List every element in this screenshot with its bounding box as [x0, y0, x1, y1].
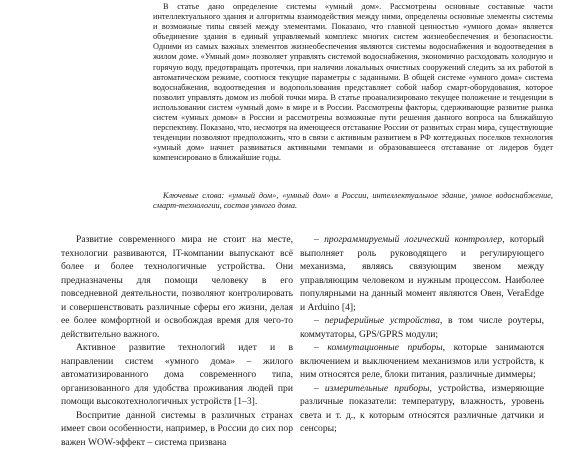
list-item-text: который выполняет роль руководящего и регулирующего механизма, являясь связующим звеном между управляющим человеком и нужным процессом. Наиболее популярными на данный момент являются Овен, VeraEdge и Arduino [4];	[300, 234, 544, 313]
list-item-term: программируемый логический контроллер,	[324, 234, 504, 245]
list-item: – периферийные устройства, в том числе роутеры, коммутаторы, GPS/GPRS модули;	[300, 314, 544, 341]
list-item-term: периферийные устройства,	[325, 315, 443, 326]
body-left-column	[61, 233, 293, 449]
abstract	[153, 2, 553, 164]
list-item-text: в том числе роутеры, коммутаторы, GPS/GPRS модули;	[300, 315, 544, 340]
body-right-column	[300, 233, 544, 436]
list-item-term: коммутационные приборы,	[327, 342, 445, 353]
body-paragraph: Активное развитие технологий идет и в направлении систем «умного дома» – жилого автоматизированного дома современного типа, организованного для удобства проживания людей при помощи высокотехнологичных устройств [1–3].	[61, 341, 293, 409]
keywords-text: Ключевые слова: «умный дом», «умный дом» в России, интеллектуальное здание, умное водоснабжение, смарт-технологии, состав умного дома.	[153, 191, 553, 211]
list-item: – коммутационные приборы, которые занимаются включением и выключением механизмов или устройств, к ним относятся реле, блоки питания, различные диммеры;	[300, 341, 544, 382]
body-paragraph: Развитие современного мира не стоит на месте, технологии развиваются, IT-компании выпускают всё более и более технологичные устройства. Они предназначены для помощи человеку в его повседневной деятельности, позволяют контролировать и совершенствовать различные сферы его жизни, делая ее более комфортной и освобождая время для чего-то действительно важного.	[61, 233, 293, 341]
list-item-text: устройства, измеряющие различные показатели: температуру, влажность, уровень света и т. д., к которым относятся различные датчики и сенсоры;	[300, 383, 544, 435]
list-item-text: которые занимаются включением и выключением механизмов или устройств, к ним относятся реле, блоки питания, различные диммеры;	[300, 342, 544, 380]
abstract-text: В статье дано определение системы «умный дом». Рассмотрены основные составные части интеллектуального здания и алгоритмы взаимодействия между ними, определены основные элементы системы и возможные типы связей между элементами. Показано, что главной ценностью «умного дома» является объединение здания в единый управляемый комплекс многих систем жизнеобеспечения и безопасности. Одними из самых важных элементов жизнеобеспечения являются системы водоснабжения и водоотведения в жилом доме. «Умный дом» позволяет управлять системой водоснабжения, экономично расходовать холодную и горячую воду, предотвращать протечки, при наличии локальных очистных сооружений следить за их работой в автоматическом режиме, соотнося текущие параметры с заданными. В общей системе «умного дома» система водоснабжения, водоотведения и водопользования представляет собой набор смарт-оборудования, которое позволит управлять домом из любой точки мира. В статье проанализировано текущее положение и тенденции в использовании систем «умный дом» в мире и в России. Рассмотрены факторы, сдерживающие развитие рынка систем «умных домов» в России и рассмотрены возможные пути решения данного вопроса на ближайшую перспективу. Показано, что, несмотря на имеющееся отставание России от развитых стран мира, существующие тенденции позволяют предположить, что в связи с активным развитием в РФ коттеджных поселков технология «умный дом» начнет развиваться активными темпами и образовавшееся отставание от лидеров будет компенсировано в ближайшие годы.	[153, 2, 553, 164]
body-paragraph: Воспритие данной системы в различных странах имеет свои особенности, например, в России до сих пор важен WOW-эффект – система призвана	[61, 409, 293, 449]
list-item: – измерительные приборы, устройства, измеряющие различные показатели: температуру, влажность, уровень света и т. д., к которым относятся различные датчики и сенсоры;	[300, 382, 544, 436]
keywords	[153, 191, 553, 211]
list-item-term: измерительные приборы,	[325, 383, 432, 394]
list-item: – программируемый логический контроллер, который выполняет роль руководящего и регулирующего механизма, являясь связующим звеном между управляющим человеком и нужным процессом. Наиболее популярными на данный момент являются Овен, VeraEdge и Arduino [4];	[300, 233, 544, 314]
